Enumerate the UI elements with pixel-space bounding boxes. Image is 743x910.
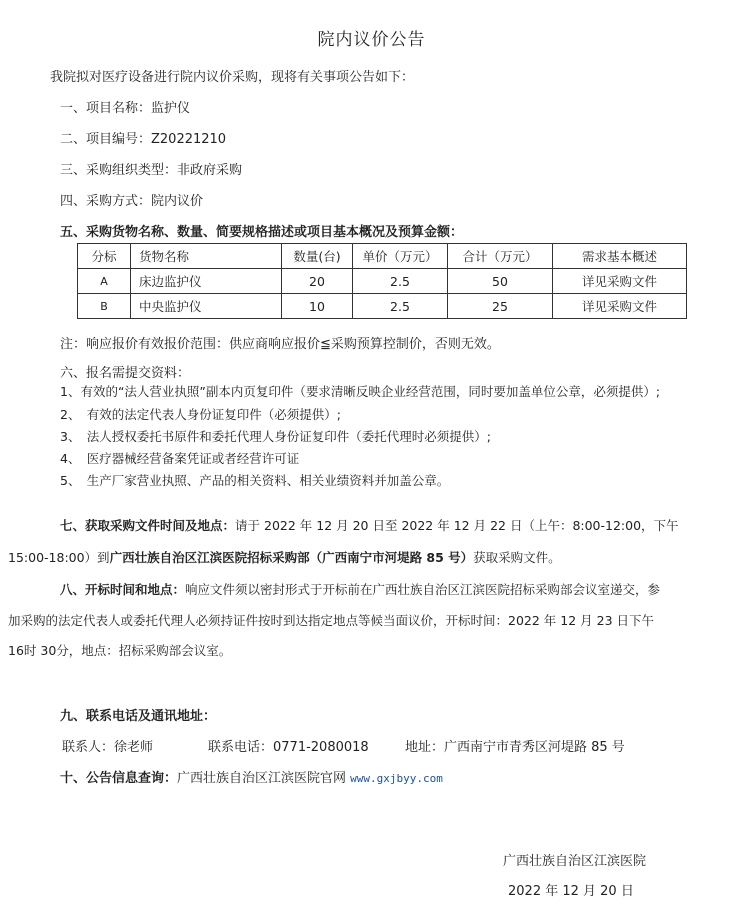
table-cell: 床边监护仪 [131, 269, 282, 294]
contact-phone: 联系电话：0771-2080018 [208, 740, 369, 755]
procurement-table [77, 243, 687, 319]
table-cell: B [78, 294, 131, 319]
item-7-label: 七、获取采购文件时间及地点： [60, 518, 236, 533]
header-cell: 需求基本概述 [553, 244, 687, 269]
material-item: 1、有效的“法人营业执照”副本内页复印件（要求清晰反映企业经营范围，同时要加盖单位公章，必须提供）; [60, 384, 661, 399]
item-8-label: 八、开标时间和地点： [60, 582, 186, 597]
material-item: 4、 医疗器械经营备案凭证或者经营许可证 [60, 451, 300, 466]
table-row [78, 294, 687, 319]
table-cell: 20 [282, 269, 353, 294]
item-8-text: 响应文件须以密封形式于开标前在广西壮族自治区江滨医院招标采购部会议室递交，参 [185, 582, 661, 597]
item-10-text: 广西壮族自治区江滨医院官网 [177, 771, 347, 786]
header-cell: 单价（万元） [353, 244, 448, 269]
item-7-line-2 [8, 548, 561, 566]
item-6: 六、报名需提交资料： [60, 366, 191, 381]
table-cell: 中央监护仪 [131, 294, 282, 319]
table-cell: 25 [448, 294, 553, 319]
item-10-label: 十、公告信息查询： [60, 771, 178, 786]
header-cell: 合计（万元） [448, 244, 553, 269]
signature-org: 广西壮族自治区江滨医院 [503, 854, 647, 869]
item-7-line-1 [60, 516, 679, 534]
item-9: 九、联系电话及通讯地址： [60, 709, 217, 724]
item-1: 一、项目名称：监护仪 [60, 101, 191, 116]
page-title: 院内议价公告 [317, 30, 426, 50]
item-7-location: 广西壮族自治区江滨医院招标采购部（广西南宁市河堤路 85 号） [109, 550, 474, 565]
item-8-line-2: 加采购的法定代表人或委托代理人必须持证件按时到达指定地点等候当面议价，开标时间：2022 年 12 月 23 日下午 [8, 613, 654, 628]
contact-person: 联系人：徐老师 [62, 740, 154, 755]
item-3: 三、采购组织类型：非政府采购 [60, 163, 243, 178]
intro-text: 我院拟对医疗设备进行院内议价采购，现将有关事项公告如下： [50, 70, 415, 85]
website-link[interactable]: www.gxjbyy.com [350, 772, 443, 785]
item-5: 五、采购货物名称、数量、简要规格描述或项目基本概况及预算金额： [60, 225, 464, 240]
item-8-line-3: 16时 30分，地点：招标采购部会议室。 [8, 643, 232, 658]
table-cell: 10 [282, 294, 353, 319]
table-header-row [78, 244, 687, 269]
table-row [78, 269, 687, 294]
table-cell: 50 [448, 269, 553, 294]
item-7-time: 15:00-18:00）到 [8, 550, 110, 565]
price-note: 注：响应报价有效报价范围：供应商响应报价≦采购预算控制价，否则无效。 [60, 337, 500, 352]
material-item: 2、 有效的法定代表人身份证复印件（必须提供）; [60, 407, 341, 422]
contact-address: 地址：广西南宁市青秀区河堤路 85 号 [405, 740, 625, 755]
item-7-text: 请于 2022 年 12 月 20 日至 2022 年 12 月 22 日（上午：8:00-12:00，下午 [235, 518, 679, 533]
item-10 [60, 767, 443, 786]
header-cell: 分标 [78, 244, 131, 269]
item-2: 二、项目编号：Z20221210 [60, 132, 227, 147]
table-cell: 详见采购文件 [553, 269, 687, 294]
table-cell: 2.5 [353, 294, 448, 319]
item-8-line-1 [60, 580, 660, 598]
material-item: 3、 法人授权委托书原件和委托代理人身份证复印件（委托代理时必须提供）; [60, 429, 491, 444]
item-7-end: 获取采购文件。 [473, 550, 561, 565]
header-cell: 货物名称 [131, 244, 282, 269]
table-cell: 2.5 [353, 269, 448, 294]
signature-date: 2022 年 12 月 20 日 [508, 884, 634, 899]
material-item: 5、 生产厂家营业执照、产品的相关资料、相关业绩资料并加盖公章。 [60, 473, 450, 488]
item-4: 四、采购方式：院内议价 [60, 194, 204, 209]
table-cell: A [78, 269, 131, 294]
header-cell: 数量(台) [282, 244, 353, 269]
table-cell: 详见采购文件 [553, 294, 687, 319]
